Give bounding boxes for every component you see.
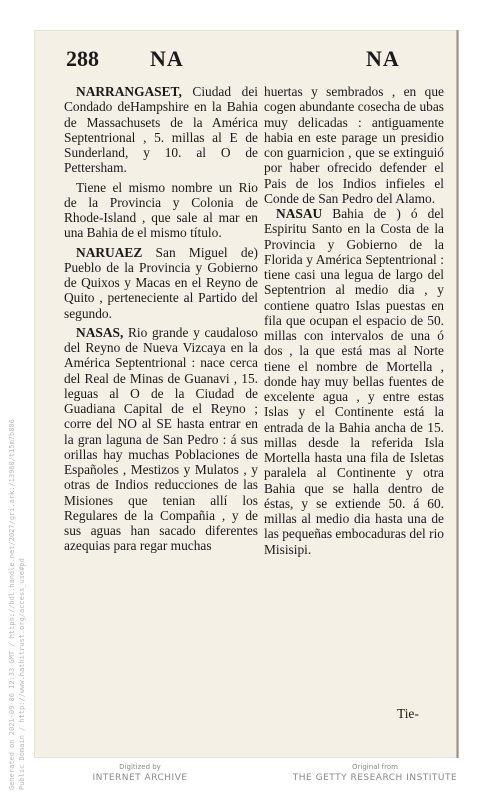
digitized-by-credit (60, 763, 220, 783)
entry-nasas-continued (264, 84, 444, 206)
running-head-right: NA (366, 46, 400, 71)
entry-text: huertas y sembrados , en que cogen abundante cosecha de ubas muy delicadas : antiguamente habia en este parage un presidio con guarnicion , que se extinguió por haber ofrecido defender el Pais de los Indios infieles el Conde de San Pedro del Alamo. (264, 84, 444, 206)
page-number: 288 (66, 46, 99, 71)
running-head-left: NA (150, 46, 184, 71)
credit-label: Digitized by (119, 763, 161, 771)
entry-text: Rio grande y caudaloso del Reyno de Nueva Vizcaya en la América Septentrional : nace cerca del Real de Minas de Guanavi , 15. leguas al O de la Ciudad de Guadiana Capital de el Reyno ; corre del NO al SE hasta entrar en la gran laguna de San Pedro : á sus orillas hay muchas Poblaciones de Españoles , Mestizos y Mulatos , y otras de Indios reducciones de las Misiones que tenian allí los Regulares de la Compañia , y de sus aguas han sacado diferentes azequias para regar muchas (64, 324, 258, 554)
entry-head: NARUAEZ (76, 244, 143, 260)
entry-head: NARRANGASET, (76, 84, 182, 99)
entry-text: Tiene el mismo nombre un Rio de la Provincia y Colonia de Rhode-Island , que sale al mar en una Bahia de el mismo título. (64, 179, 258, 241)
entry-narrangaset (64, 84, 258, 176)
hathitrust-watermark (4, 419, 28, 790)
entry-head: NASAS, (76, 324, 124, 340)
page-gutter (456, 30, 459, 758)
entry-text: Ciudad dei Condado deHampshire en la Bahia de Massachusets de la América Septentrional , 5. millas al E de Sunderland, y 10. al O de Pettersham. (64, 84, 258, 176)
book-page (34, 30, 458, 758)
entry-naruaez (64, 245, 258, 321)
entry-nasau (264, 206, 444, 557)
entry-nasas (64, 325, 258, 554)
watermark-line-1: Generated on 2021-09-06 12:33 GMT / https://hdl.handle.net/2027/gri.ark:/13960/t15m7b806 (8, 419, 16, 790)
left-column (64, 84, 258, 554)
watermark-line-2: Public Domain / http://www.hathitrust.org/access_use#pd (18, 558, 26, 790)
catchword: Tie- (397, 706, 419, 721)
credit-name: THE GETTY RESEARCH INSTITUTE (292, 773, 458, 783)
original-from-credit (290, 763, 460, 783)
credit-name: INTERNET ARCHIVE (92, 773, 188, 783)
entry-text: San Miguel de) Pueblo de la Provincia y Gobierno de Quixos y Macas en el Reyno de Quito , perteneciente al Partido del segundo. (64, 244, 258, 321)
entry-head: NASAU (276, 206, 323, 221)
credit-label: Original from (352, 763, 398, 771)
entry-text: Bahia de ) ó del Espiritu Santo en la Costa de la Provincia y Gobierno de la Florida y América Septentrional : tiene casi una legua de largo del Septentrion al medio dia , y contiene quatro Islas puestas en fila que ocupan el espacio de 50. millas con intervalos de una ó dos , la que está mas al Norte tiene el nombre de Mortella , donde hay muy bellas fuentes de excelente agua , y entre estas Islas y el Continente está la entrada de la Bahia ancha de 15. millas desde la referida Isla Mortella hasta una fila de Isletas paralela al Continente y otra Bahia que se halla dentro de éstas, y se extiende 50. á 60. millas al medio dia hasta una de las pequeñas embocaduras del rio Misisipi. (264, 206, 444, 557)
entry-narrangaset-river (64, 180, 258, 241)
right-column (264, 84, 444, 557)
